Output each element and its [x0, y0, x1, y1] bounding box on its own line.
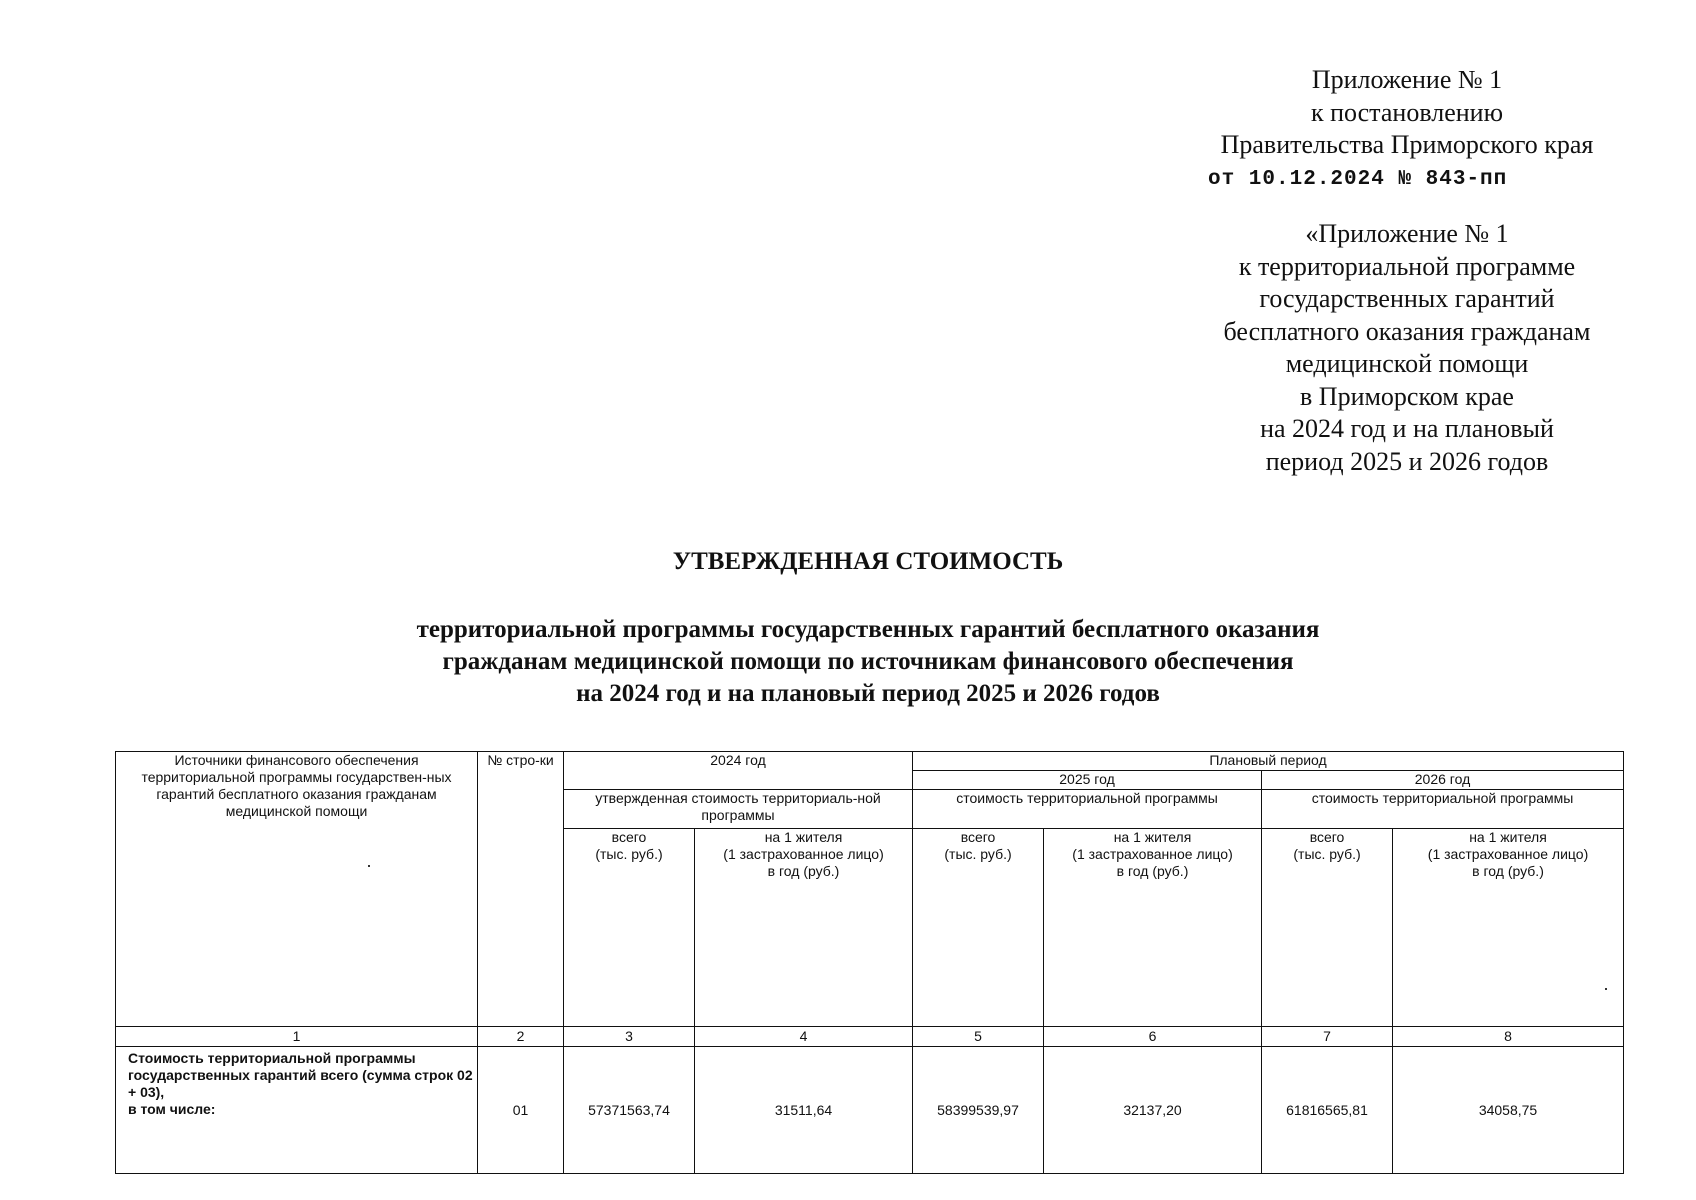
program-appendix-line: на 2024 год и на плановый: [1260, 414, 1554, 443]
program-appendix-line: медицинской помощи: [1285, 349, 1529, 378]
year-2024-header: 2024 год: [564, 752, 913, 790]
source-column-header: Источники финансового обеспечения территориальной программы государствен-ных гарантий бесплатного оказания гражданам медицинской помощи: [116, 752, 478, 1027]
column-number: 5: [913, 1027, 1044, 1047]
per-capita-2025-header: на 1 жителя (1 застрахованное лицо) в год (руб.): [1044, 829, 1262, 1027]
cost-table: [115, 751, 1624, 1174]
decree-reference: от 10.12.2024 № 843-пп: [1208, 168, 1508, 191]
scan-speck: [368, 865, 370, 867]
program-appendix-header: [1172, 218, 1642, 478]
per-capita-2026-header: на 1 жителя (1 застрахованное лицо) в год (руб.): [1393, 829, 1624, 1027]
program-appendix-line: период 2025 и 2026 годов: [1265, 446, 1549, 476]
program-appendix-line: «Приложение № 1: [1305, 219, 1509, 248]
document-title: УТВЕРЖДЕННАЯ СТОИМОСТЬ: [672, 548, 1064, 575]
header-row: [116, 752, 1624, 771]
per-capita-2026-cell: 34058,75: [1393, 1047, 1624, 1174]
per-capita-2024-header: на 1 жителя (1 застрахованное лицо) в год (руб.): [695, 829, 913, 1027]
program-appendix-line: государственных гарантий: [1259, 284, 1555, 313]
scan-speck: [1605, 988, 1607, 990]
total-2024-header: всего (тыс. руб.): [564, 829, 695, 1027]
column-number: 4: [695, 1027, 913, 1047]
year-2026-header: 2026 год: [1262, 771, 1624, 790]
subtitle-line: гражданам медицинской помощи по источникам финансового обеспечения: [442, 648, 1294, 675]
per-capita-2024-cell: 31511,64: [695, 1047, 913, 1174]
column-number: 3: [564, 1027, 695, 1047]
total-2026-header: всего (тыс. руб.): [1262, 829, 1393, 1027]
appendix-line: к постановлению: [1310, 97, 1504, 127]
program-cost-2026-header: стоимость территориальной программы: [1262, 790, 1624, 829]
column-number: 6: [1044, 1027, 1262, 1047]
column-number: 7: [1262, 1027, 1393, 1047]
per-capita-2025-cell: 32137,20: [1044, 1047, 1262, 1174]
appendix-header: [1172, 64, 1642, 162]
appendix-line: Приложение № 1: [1311, 65, 1503, 94]
subtitle-line: на 2024 год и на плановый период 2025 и 2026 годов: [576, 680, 1160, 707]
document-subtitle: [0, 614, 1696, 710]
total-2026-cell: 61816565,81: [1262, 1047, 1393, 1174]
planning-period-header: Плановый период: [913, 752, 1624, 771]
program-cost-2025-header: стоимость территориальной программы: [913, 790, 1262, 829]
year-2025-header: 2025 год: [913, 771, 1262, 790]
source-cell: Стоимость территориальной программы государственных гарантий всего (сумма строк 02 + 03), в том числе:: [116, 1047, 478, 1174]
appendix-line: Правительства Приморского края: [1220, 130, 1594, 159]
table-row: [116, 1047, 1624, 1174]
program-appendix-line: бесплатного оказания гражданам: [1223, 316, 1591, 346]
column-number: 1: [116, 1027, 478, 1047]
total-2025-cell: 58399539,97: [913, 1047, 1044, 1174]
column-number: 2: [478, 1027, 564, 1047]
program-appendix-line: к территориальной программе: [1238, 251, 1576, 281]
subtitle-line: территориальной программы государственных гарантий бесплатного оказания: [416, 616, 1320, 643]
row-number-cell: 01: [478, 1047, 564, 1174]
total-2024-cell: 57371563,74: [564, 1047, 695, 1174]
column-number-row: [116, 1027, 1624, 1047]
row-number-column-header: № стро-ки: [478, 752, 564, 1027]
approved-cost-header: утвержденная стоимость территориаль-ной программы: [564, 790, 913, 829]
column-number: 8: [1393, 1027, 1624, 1047]
program-appendix-line: в Приморском крае: [1300, 381, 1514, 411]
total-2025-header: всего (тыс. руб.): [913, 829, 1044, 1027]
